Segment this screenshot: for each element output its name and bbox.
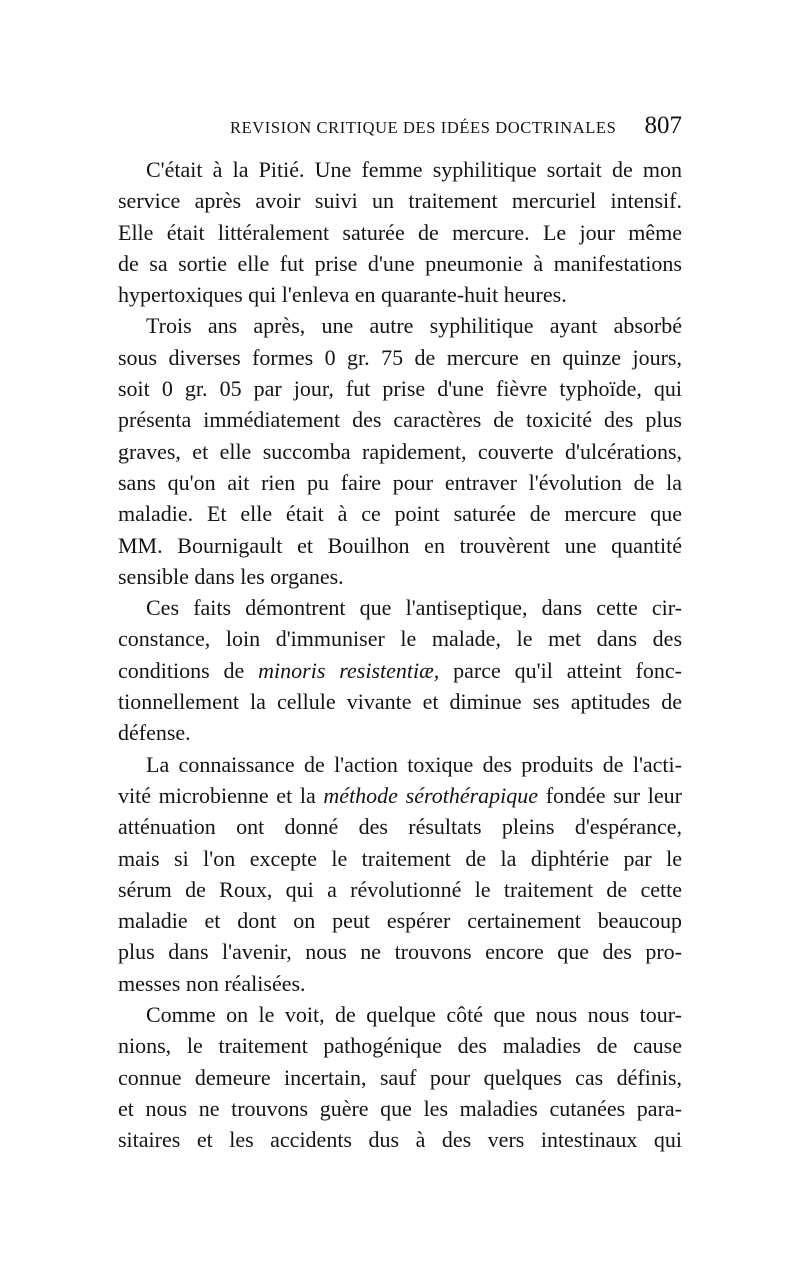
text-line: soit 0 gr. 05 par jour, fut prise d'une fièvre typhoïde, qui <box>118 376 682 402</box>
page-number: 807 <box>644 112 682 139</box>
paragraph-pitie <box>118 154 682 310</box>
running-title: REVISION CRITIQUE DES IDÉES DOCTRINALES <box>230 118 617 137</box>
paragraph-connaissance <box>118 749 682 999</box>
text-line: maladie et dont on peut espérer certainement beaucoup <box>118 908 682 934</box>
italic-latin-phrase: minoris resistentiæ, <box>258 657 440 683</box>
text-line: constance, loin d'immuniser le malade, le met dans des <box>118 626 682 652</box>
running-header <box>118 110 682 146</box>
text-line: nions, le traitement pathogénique des maladies de cause <box>118 1033 682 1059</box>
text-segment: parce qu'il atteint fonc- <box>439 657 682 683</box>
text-line: défense. <box>118 720 191 746</box>
text-line: atténuation ont donné des résultats pleins d'espérance, <box>118 814 682 840</box>
text-line: de sa sortie elle fut prise d'une pneumonie à manifestations <box>118 250 682 276</box>
text-line: et nous ne trouvons guère que les maladies cutanées para- <box>118 1095 682 1121</box>
text-line: sous diverses formes 0 gr. 75 de mercure en quinze jours, <box>118 344 682 370</box>
text-line: MM. Bournigault et Bouilhon en trouvèrent une quantité <box>118 532 682 558</box>
text-line-with-italic <box>118 655 682 686</box>
text-line: graves, et elle succomba rapidement, couverte d'ulcérations, <box>118 438 682 464</box>
paragraph-ces-faits <box>118 592 682 748</box>
text-line: mais si l'on excepte le traitement de la diphtérie par le <box>118 845 682 871</box>
text-segment: conditions de <box>118 657 259 683</box>
text-line: connue demeure incertain, sauf pour quelques cas définis, <box>118 1064 682 1090</box>
text-segment: fondée sur leur <box>538 782 682 808</box>
text-line: Ces faits démontrent que l'antiseptique, dans cette cir- <box>146 595 682 621</box>
italic-method-phrase: méthode sérothérapique <box>323 782 539 808</box>
text-line: hypertoxiques qui l'enleva en quarante-huit heures. <box>118 282 567 308</box>
text-line: sitaires et les accidents dus à des vers intestinaux qui <box>118 1127 682 1153</box>
text-line: messes non réalisées. <box>118 970 306 996</box>
text-line: C'était à la Pitié. Une femme syphilitique sortait de mon <box>146 157 682 182</box>
text-line: service après avoir suivi un traitement mercuriel intensif. <box>118 188 682 214</box>
paragraph-trois-ans <box>118 310 682 592</box>
text-line: sensible dans les organes. <box>118 563 344 589</box>
text-line: présenta immédiatement des caractères de toxicité des plus <box>118 407 682 433</box>
paragraph-comme-on-le-voit <box>118 999 682 1155</box>
body-text <box>118 154 682 1156</box>
text-line: Elle était littéralement saturée de mercure. Le jour même <box>118 219 682 245</box>
text-line: La connaissance de l'action toxique des produits de l'acti- <box>146 751 682 777</box>
text-line: sérum de Roux, qui a révolutionné le traitement de cette <box>118 876 682 902</box>
text-line-with-italic <box>118 780 682 811</box>
text-line: tionnellement la cellule vivante et diminue ses aptitudes de <box>118 689 682 715</box>
text-line: Trois ans après, une autre syphilitique ayant absorbé <box>146 313 682 339</box>
text-line: sans qu'on ait rien pu faire pour entraver l'évolution de la <box>118 469 682 495</box>
text-line: Comme on le voit, de quelque côté que nous nous tour- <box>146 1002 682 1028</box>
text-line: plus dans l'avenir, nous ne trouvons encore que des pro- <box>118 939 682 965</box>
text-segment: vité microbienne et la <box>118 782 324 808</box>
text-line: maladie. Et elle était à ce point saturée de mercure que <box>118 501 682 527</box>
